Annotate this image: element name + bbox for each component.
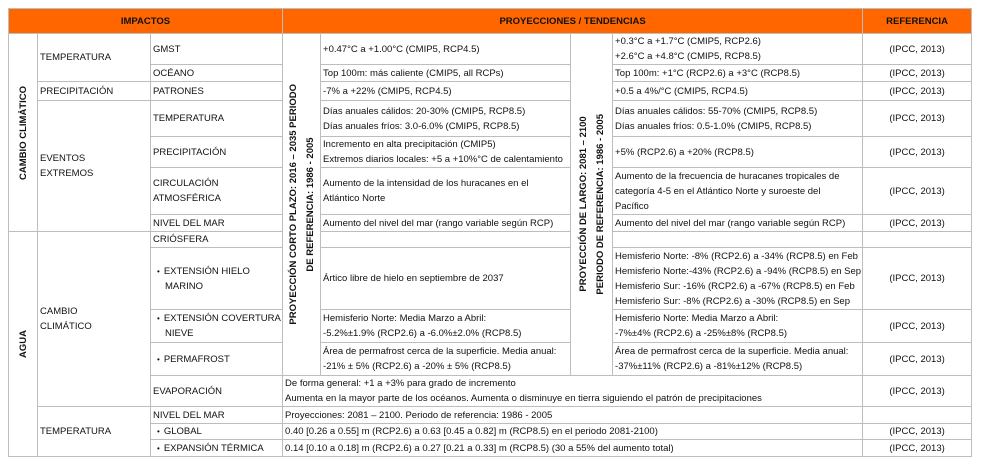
item-nivel-del-mar: NIVEL DEL MAR xyxy=(151,215,283,232)
short-nieve: Hemisferio Norte: Media Marzo a Abril: -5.2%±1.9% (RCP2.6) a -6.0%±2.0% (RCP8.5) xyxy=(321,310,571,343)
item-oceano: OCÉANO xyxy=(151,65,283,82)
item-ee-precipitacion: PRECIPITACIÓN xyxy=(151,137,283,168)
item-gmst: GMST xyxy=(151,34,283,65)
table-row xyxy=(9,34,972,65)
nivel-del-mar-text: Proyecciones: 2081 – 2100. Periodo de referencia: 1986 - 2005 xyxy=(283,407,863,424)
ref-gmst: (IPCC, 2013) xyxy=(863,34,972,65)
short-patrones: -7% a +22% (CMIP5, RCP4.5) xyxy=(321,82,571,101)
long-ee-temperatura: Días anuales cálidos: 55-70% (CMIP5, RCP8.5) Días anuales fríos: 0.5-1.0% (CMIP5, RCP8.5) xyxy=(613,101,863,137)
item-permafrost: • PERMAFROST xyxy=(151,343,283,376)
long-permafrost: Área de permafrost cerca de la superficie. Media anual: -37%±11% (RCP2.6) a -81%±12% (RCP8.5) xyxy=(613,343,863,376)
long-nieve: Hemisferio Norte: Media Marzo a Abril: -7%±4% (RCP2.6) a -25%±8% (RCP8.5) xyxy=(613,310,863,343)
long-circulacion: Aumento de la frecuencia de huracanes tropicales de categoría 4-5 en el Atlántico Norte y suroeste del Pacífico xyxy=(613,168,863,215)
ref-criosfera xyxy=(863,232,972,248)
table-row xyxy=(9,376,972,407)
table-row xyxy=(9,215,972,232)
item-evaporacion: EVAPORACIÓN xyxy=(151,376,283,407)
ref-evaporacion: (IPCC, 2013) xyxy=(863,376,972,407)
table-row xyxy=(9,101,972,137)
global-text: 0.40 [0.26 a 0.55] m (RCP2.6) a 0.63 [0.45 a 0.82] m (RCP8.5) en el periodo 2081-2100) xyxy=(283,424,863,440)
table-row xyxy=(9,248,972,310)
long-ee-precipitacion: +5% (RCP2.6) a +20% (RCP8.5) xyxy=(613,137,863,168)
ref-nivel-del-mar-agua xyxy=(863,407,972,424)
subcategory-temperatura-agua: TEMPERATURA xyxy=(38,407,151,457)
item-global: • GLOBAL xyxy=(151,424,283,440)
header-referencia: REFERENCIA xyxy=(863,9,972,34)
item-extension-hielo-marino: • EXTENSIÓN HIELO MARINO xyxy=(151,248,283,310)
subcategory-temperatura: TEMPERATURA xyxy=(38,34,151,82)
ref-oceano: (IPCC, 2013) xyxy=(863,65,972,82)
ref-patrones: (IPCC, 2013) xyxy=(863,82,972,101)
ref-ee-temperatura: (IPCC, 2013) xyxy=(863,101,972,137)
category-agua: AGUA xyxy=(9,232,38,457)
short-gmst: +0.47°C a +1.00°C (CMIP5, RCP4.5) xyxy=(321,34,571,65)
long-patrones: +0.5 a 4%/°C (CMIP5, RCP4.5) xyxy=(613,82,863,101)
short-hielo-marino: Ártico libre de hielo en septiembre de 2037 xyxy=(321,248,571,310)
projection-long-label: PROYECCIÓN DE LARGO: 2081 – 2100 PERIODO DE REFERENCIA: 1986 - 2005 xyxy=(571,34,613,376)
table-row xyxy=(9,407,972,424)
projection-short-label: PROYECCIÓN CORTO PLAZO: 2016 – 2035 PERIODO DE REFERENCIA: 1986 - 2005 xyxy=(283,34,321,376)
expansion-termica-text: 0.14 [0.10 a 0.18] m (RCP2.6) a 0.27 [0.21 a 0.33] m (RCP8.5) (30 a 55% del aumento total) xyxy=(283,440,863,457)
climate-impacts-table xyxy=(8,8,972,457)
item-circulacion-atmosferica: CIRCULACIÓN ATMOSFÉRICA xyxy=(151,168,283,215)
table-row xyxy=(9,343,972,376)
item-ee-temperatura: TEMPERATURA xyxy=(151,101,283,137)
item-expansion-termica: • EXPANSIÓN TÉRMICA xyxy=(151,440,283,457)
item-patrones: PATRONES xyxy=(151,82,283,101)
ref-permafrost: (IPCC, 2013) xyxy=(863,343,972,376)
short-ee-temperatura: Días anuales cálidos: 20-30% (CMIP5, RCP8.5) Días anuales fríos: 3.0-6.0% (CMIP5, RCP8.5) xyxy=(321,101,571,137)
evaporacion-text: De forma general: +1 a +3% para grado de incremento Aumenta en la mayor parte de los océanos. Aumenta o disminuye en tierra siguiendo el patrón de precipitaciones xyxy=(283,376,863,407)
short-permafrost: Área de permafrost cerca de la superficie. Media anual: -21% ± 5% (RCP2.6) a -20% ± 5% (RCP8.5) xyxy=(321,343,571,376)
long-hielo-marino: Hemisferio Norte: -8% (RCP2.6) a -34% (RCP8.5) en Feb Hemisferio Norte:-43% (RCP2.6) a -94% (RCP8.5) en Sep Hemisferio Sur: -16% (RCP2.6) a -67% (RCP8.5) en Feb Hemisferio Sur: -8% (RCP2.6) a -30% (RCP8.5) en Sep xyxy=(613,248,863,310)
long-criosfera xyxy=(613,232,863,248)
long-oceano: Top 100m: +1°C (RCP2.6) a +3°C (RCP8.5) xyxy=(613,65,863,82)
table-row xyxy=(9,168,972,215)
long-nivel-del-mar: Aumento del nivel del mar (rango variable según RCP) xyxy=(613,215,863,232)
header-proyecciones: PROYECCIONES / TENDENCIAS xyxy=(283,9,863,34)
ref-nieve: (IPCC, 2013) xyxy=(863,310,972,343)
subcategory-cambio-climatico: CAMBIO CLIMÁTICO xyxy=(38,232,151,407)
item-nivel-del-mar-agua: NIVEL DEL MAR xyxy=(151,407,283,424)
category-cambio-climatico: CAMBIO CLIMÁTICO xyxy=(9,34,38,232)
item-criosfera: CRIÓSFERA xyxy=(151,232,283,248)
short-nivel-del-mar: Aumento del nivel del mar (rango variable según RCP) xyxy=(321,215,571,232)
short-circulacion: Aumento de la intensidad de los huracanes en el Atlántico Norte xyxy=(321,168,571,215)
table-row xyxy=(9,310,972,343)
table-row xyxy=(9,65,972,82)
ref-circulacion: (IPCC, 2013) xyxy=(863,168,972,215)
ref-hielo-marino: (IPCC, 2013) xyxy=(863,248,972,310)
header-impactos: IMPACTOS xyxy=(9,9,283,34)
long-gmst: +0.3°C a +1.7°C (CMIP5, RCP2.6) +2.6°C a +4.8°C (CMIP5, RCP8.5) xyxy=(613,34,863,65)
item-extension-cobertura-nieve: • EXTENSIÓN COVERTURA NIEVE xyxy=(151,310,283,343)
ref-ee-precipitacion: (IPCC, 2013) xyxy=(863,137,972,168)
subcategory-precipitacion: PRECIPITACIÓN xyxy=(38,82,151,101)
table-row xyxy=(9,424,972,440)
ref-global: (IPCC, 2013) xyxy=(863,424,972,440)
ref-nivel-del-mar: (IPCC, 2013) xyxy=(863,215,972,232)
short-ee-precipitacion: Incremento en alta precipitación (CMIP5) Extremos diarios locales: +5 a +10%°C de calentamiento xyxy=(321,137,571,168)
ref-expansion-termica: (IPCC, 2013) xyxy=(863,440,972,457)
table-row xyxy=(9,82,972,101)
table-row xyxy=(9,232,972,248)
short-criosfera xyxy=(321,232,571,248)
table-row xyxy=(9,137,972,168)
subcategory-eventos-extremos: EVENTOS EXTREMOS xyxy=(38,101,151,232)
short-oceano: Top 100m: más caliente (CMIP5, all RCPs) xyxy=(321,65,571,82)
